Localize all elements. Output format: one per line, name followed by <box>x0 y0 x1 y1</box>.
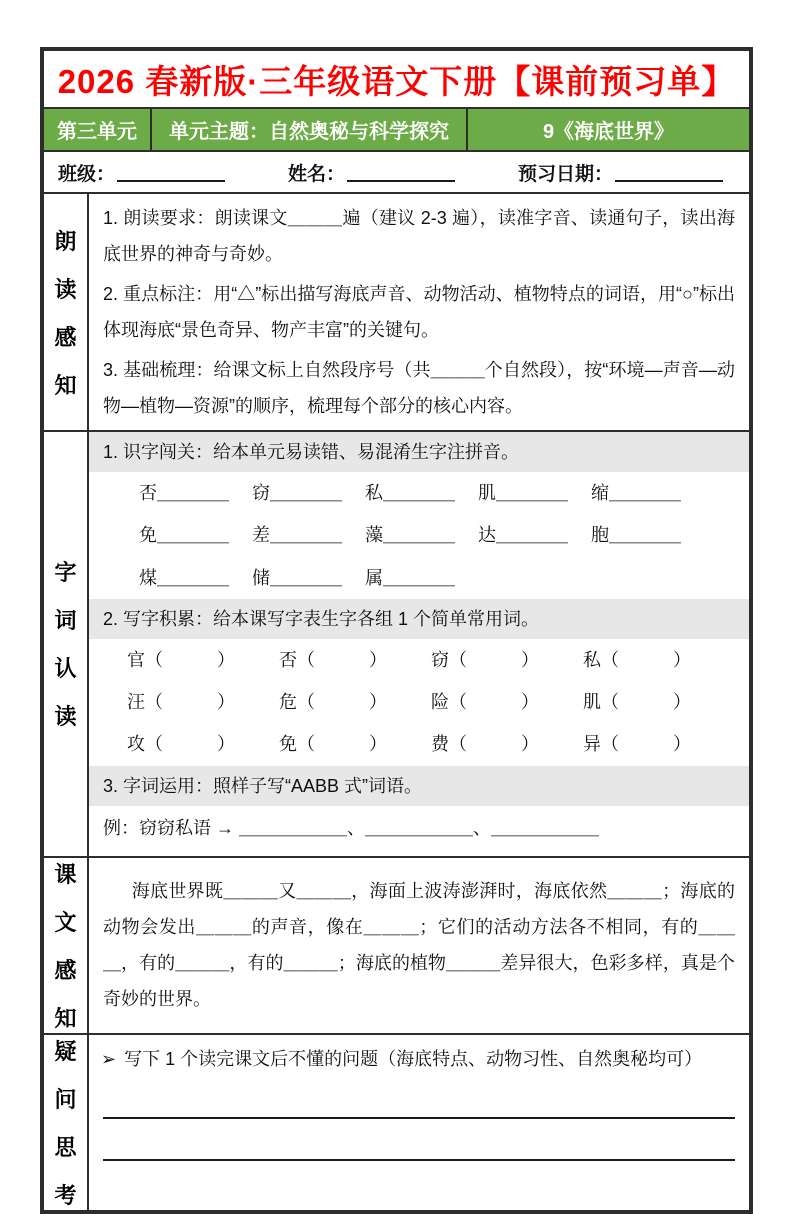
word-item: 攻（ ） <box>127 734 235 755</box>
unit-theme: 单元主题：自然奥秘与科学探究 <box>150 109 468 150</box>
section-words-content <box>89 432 749 856</box>
pinyin-row <box>89 514 749 556</box>
pinyin-item: 胞＿＿＿＿ <box>591 525 681 546</box>
pinyin-item: 免＿＿＿＿ <box>139 525 229 546</box>
word-row <box>89 639 749 681</box>
task2-heading: 2. 写字积累：给本课写字表生字各组 1 个简单常用词。 <box>89 599 749 639</box>
pinyin-item: 否＿＿＿＿ <box>139 483 229 504</box>
reading-item-3: 3. 基础梳理：给课文标上自然段序号（共＿＿＿个自然段），按“环境—声音—动物—植物—资源”的顺序，梳理每个部分的核心内容。 <box>103 360 735 416</box>
pinyin-item: 煤＿＿＿＿ <box>139 567 229 588</box>
word-item: 窃（ ） <box>431 649 539 670</box>
task1-heading: 1. 识字闯关：给本单元易读错、易混淆生字注拼音。 <box>89 432 749 472</box>
word-item: 汪（ ） <box>127 692 235 713</box>
pinyin-item: 达＿＿＿＿ <box>478 525 568 546</box>
student-info-row <box>44 150 749 192</box>
section-reading <box>44 192 749 430</box>
name-field <box>288 159 455 186</box>
word-item: 费（ ） <box>431 734 539 755</box>
section-label-char: 疑 <box>54 1038 77 1064</box>
lesson-title: 9《海底世界》 <box>542 121 675 143</box>
word-item: 免（ ） <box>279 734 387 755</box>
unit-number: 第三单元 <box>57 121 137 143</box>
section-label-char: 课 <box>54 861 77 887</box>
date-label: 预习日期： <box>517 163 613 185</box>
section-label-char: 词 <box>54 608 77 634</box>
section-label-char: 知 <box>54 1005 77 1031</box>
arrow-bullet-icon: ➢ <box>101 1048 117 1069</box>
class-blank <box>117 162 225 182</box>
word-item: 险（ ） <box>431 692 539 713</box>
word-item: 私（ ） <box>583 649 691 670</box>
section-label-char: 文 <box>54 909 77 935</box>
question-prompt-line <box>89 1039 749 1077</box>
date-field <box>518 159 723 186</box>
aabb-example-line: 例：窃窃私语 → ＿＿＿＿＿＿、＿＿＿＿＿＿、＿＿＿＿＿＿ <box>103 817 599 838</box>
section-label-words <box>44 432 89 856</box>
section-label-char: 认 <box>54 656 77 682</box>
section-label-char: 感 <box>54 957 77 983</box>
page-title: 2026 春新版·三年级语文下册【课前预习单】 <box>57 62 736 100</box>
name-label: 姓名： <box>287 163 345 185</box>
pinyin-item: 属＿＿＿＿ <box>365 567 455 588</box>
pinyin-item: 藻＿＿＿＿ <box>365 525 455 546</box>
pinyin-item: 窃＿＿＿＿ <box>252 483 342 504</box>
section-questions <box>44 1033 749 1210</box>
section-label-reading <box>44 194 89 430</box>
pinyin-item: 储＿＿＿＿ <box>252 567 342 588</box>
class-field <box>58 159 225 186</box>
section-label-char: 感 <box>54 324 77 350</box>
section-label-char: 读 <box>54 276 77 302</box>
section-label-char: 思 <box>54 1134 77 1160</box>
class-label: 班级： <box>58 163 116 185</box>
section-label-char: 读 <box>54 704 77 730</box>
section-label-char: 知 <box>54 372 77 398</box>
section-questions-content <box>89 1035 749 1210</box>
reading-item-2: 2. 重点标注：用“△”标出描写海底声音、动物活动、植物特点的词语，用“○”标出体现海底“景色奇异、物产丰富”的关键句。 <box>103 284 735 340</box>
section-label-questions <box>44 1035 89 1210</box>
date-blank <box>615 162 723 182</box>
pinyin-item: 缩＿＿＿＿ <box>591 483 681 504</box>
word-item: 异（ ） <box>583 734 691 755</box>
task3-heading: 3. 字词运用：照样子写“AABB 式”词语。 <box>89 766 749 806</box>
worksheet-table <box>40 47 753 1214</box>
section-label-char: 问 <box>54 1086 77 1112</box>
section-words <box>44 430 749 856</box>
word-row <box>89 723 749 765</box>
section-label-char: 考 <box>54 1182 77 1208</box>
question-prompt: 写下 1 个读完课文后不懂的问题（海底特点、动物习性、自然奥秘均可） <box>124 1048 703 1069</box>
pinyin-row <box>89 557 749 599</box>
reading-item-1: 1. 朗读要求：朗读课文＿＿＿遍（建议 2-3 遍），读准字音、读通句子，读出海底世界的神奇与奇妙。 <box>103 208 735 264</box>
word-item: 否（ ） <box>279 649 387 670</box>
word-row <box>89 681 749 723</box>
section-label-text-sense <box>44 858 89 1033</box>
pinyin-item: 私＿＿＿＿ <box>365 483 455 504</box>
pinyin-row <box>89 472 749 514</box>
word-item: 官（ ） <box>127 649 235 670</box>
name-blank <box>347 162 455 182</box>
summary-paragraph: 海底世界既＿＿＿又＿＿＿，海面上波涛澎湃时，海底依然＿＿＿；海底的动物会发出＿＿＿的声音，像在＿＿＿；它们的活动方法各不相同，有的＿＿＿，有的＿＿＿，有的＿＿＿；海底的植物＿＿＿差异很大，色彩多样，真是个奇妙的世界。 <box>103 881 735 1010</box>
section-text-sense-content <box>89 858 749 1033</box>
word-item: 危（ ） <box>279 692 387 713</box>
section-label-char: 朗 <box>54 228 77 254</box>
pinyin-item: 肌＿＿＿＿ <box>478 483 568 504</box>
pinyin-item: 差＿＿＿＿ <box>252 525 342 546</box>
answer-line <box>103 1119 735 1161</box>
section-reading-content <box>89 194 749 430</box>
section-text-sense <box>44 856 749 1033</box>
answer-line <box>103 1077 735 1119</box>
unit-bar <box>44 107 749 150</box>
section-label-char: 字 <box>54 560 77 586</box>
word-item: 肌（ ） <box>583 692 691 713</box>
